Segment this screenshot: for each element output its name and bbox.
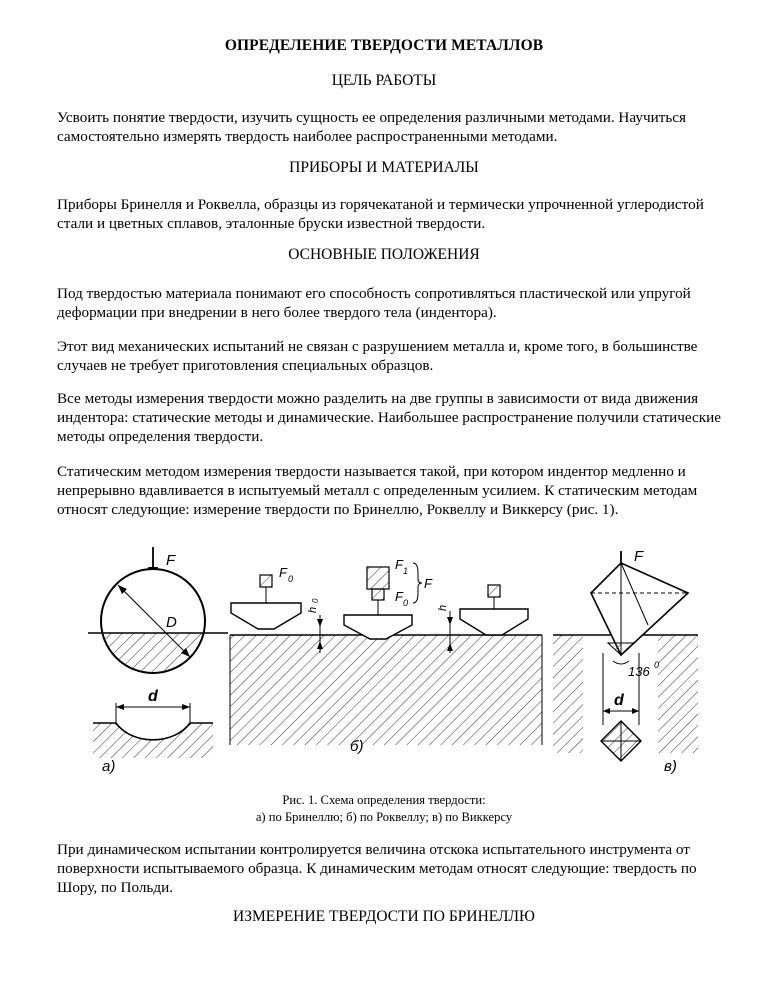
paragraph-basics-1: Под твердостью материала понимают его способность сопротивляться пластической или упругой деформации при внедрении в него более твердого тела (индентора). — [57, 285, 691, 321]
svg-text:0: 0 — [288, 574, 294, 584]
preload-force-label: F — [279, 565, 287, 580]
paragraph-goal: Усвоить понятие твердости, изучить сущность ее определения различными методами. Научиться самостоятельно измерять твердость наиболее распространенными методами. — [57, 109, 687, 145]
hardness-figure — [88, 543, 708, 783]
vickers-scheme — [553, 548, 698, 775]
angle-label: 136 — [628, 664, 650, 679]
paragraph-dynamic: При динамическом испытании контролируется величина отскока испытательного инструмента от поверхности испытываемого образца. К динамическим методам относят следующие: твердость по Шору, по Польди. — [57, 841, 697, 896]
svg-text:0: 0 — [403, 598, 409, 608]
document-title: ОПРЕДЕЛЕНИЕ ТВЕРДОСТИ МЕТАЛЛОВ — [224, 37, 544, 54]
brinell-force-label: F — [166, 552, 176, 569]
diagonal-label: d — [614, 692, 624, 709]
figure-caption-line-1: Рис. 1. Схема определения твердости: — [282, 793, 486, 807]
heading-brinell: ИЗМЕРЕНИЕ ТВЕРДОСТИ ПО БРИНЕЛЛЮ — [233, 908, 535, 925]
figure-caption-line-2: а) по Бринеллю; б) по Роквеллу; в) по Виккерсу — [255, 810, 513, 824]
heading-basics: ОСНОВНЫЕ ПОЛОЖЕНИЯ — [288, 246, 480, 263]
panel-b-label: б) — [350, 738, 364, 755]
vickers-force-label: F — [634, 548, 644, 565]
paragraph-basics-4: Статическим методом измерения твердости называется такой, при котором индентор медленно и непрерывно вдавливается в испытуемый металл с определенным усилием. К статическим методам относят следующие: измерение твердости по Бринеллю, Роквеллу и Виккерсу (рис. 1). — [57, 463, 698, 518]
heading-equipment: ПРИБОРЫ И МАТЕРИАЛЫ — [289, 159, 479, 176]
figure-caption — [0, 792, 768, 826]
preload-force-label-2: F — [395, 589, 403, 604]
panel-c-label: в) — [664, 758, 677, 775]
svg-text:0: 0 — [311, 598, 320, 603]
panel-a-label: а) — [102, 758, 116, 775]
rockwell-scheme — [230, 557, 542, 755]
total-force-label: F — [424, 576, 432, 591]
svg-text:0: 0 — [654, 660, 660, 670]
print-diameter-label: d — [148, 688, 158, 705]
depth-h0-label: h — [307, 606, 319, 613]
ball-diameter-label: D — [166, 614, 177, 631]
heading-goal: ЦЕЛЬ РАБОТЫ — [331, 72, 437, 89]
main-force-label: F — [395, 557, 403, 572]
paragraph-equipment: Приборы Бринелля и Роквелла, образцы из горячекатаной и термически упрочненной углеродистой стали и цветных сплавов, эталонные бруски известной твердости. — [57, 196, 704, 232]
paragraph-basics-3: Все методы измерения твердости можно разделить на две группы в зависимости от вида движения индентора: статические методы и динамические. Наибольшее распространение получили статические методы определения твердости. — [57, 390, 722, 445]
svg-text:1: 1 — [403, 566, 409, 576]
brinell-scheme — [88, 547, 228, 775]
depth-h-label: h — [437, 604, 449, 611]
paragraph-basics-2: Этот вид механических испытаний не связан с разрушением металла и, кроме того, в большинстве случаев не требует приготовления специальных образцов. — [57, 338, 698, 374]
